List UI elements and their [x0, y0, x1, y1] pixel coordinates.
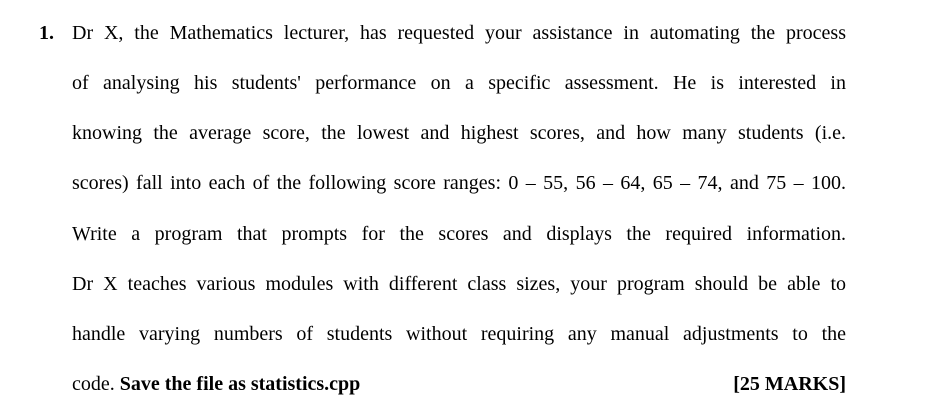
final-line-prefix: code. [72, 373, 115, 395]
question-text-line: scores) fall into each of the following score ranges: 0 – 55, 56 – 64, 65 – 74, and 75 – 100. [72, 172, 846, 194]
question-text-line: Dr X, the Mathematics lecturer, has requested your assistance in automating the process [72, 22, 846, 44]
question-text-line: Dr X teaches various modules with different class sizes, your program should be able to [72, 273, 846, 295]
save-instruction: Save the file as statistics.cpp [119, 373, 361, 395]
question-text-line: Write a program that prompts for the scores and displays the required information. [72, 223, 846, 245]
question-text-line: handle varying numbers of students without requiring any manual adjustments to the [72, 323, 846, 345]
question-text-line: knowing the average score, the lowest and highest scores, and how many students (i.e. [72, 122, 846, 144]
question-number: 1. [39, 22, 54, 44]
question-final-line [72, 371, 846, 397]
question-text-line: of analysing his students' performance on a specific assessment. He is interested in [72, 72, 846, 94]
marks-label: [25 MARKS] [733, 373, 846, 395]
